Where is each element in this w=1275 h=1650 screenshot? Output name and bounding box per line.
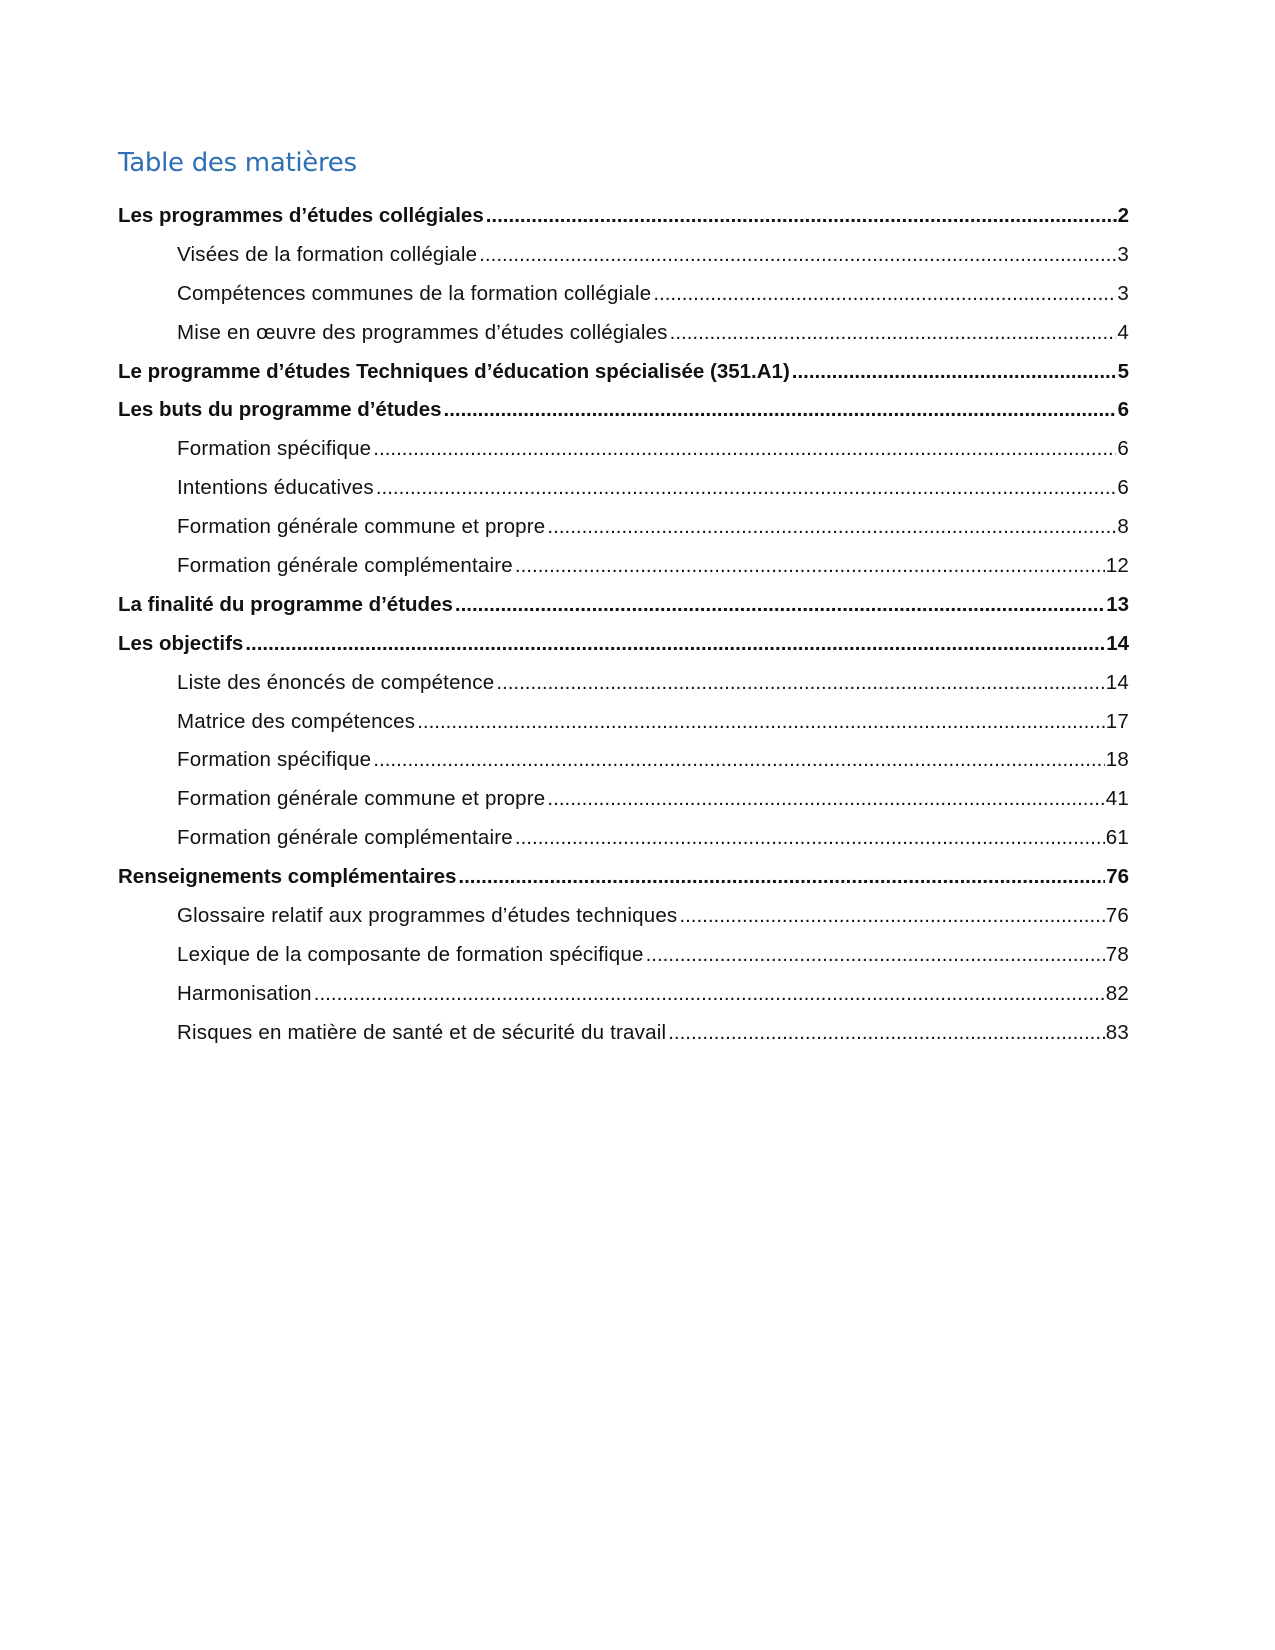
toc-entry-label: Le programme d’études Techniques d’éducation spécialisée (351.A1) <box>118 359 790 383</box>
toc-entry-label: Renseignements complémentaires <box>118 865 457 889</box>
toc-entry-finalite-programme[interactable] <box>118 586 1129 625</box>
toc-entry-objectifs[interactable] <box>118 625 1129 664</box>
toc-entry-label: Les buts du programme d’études <box>118 398 442 422</box>
dot-leader <box>547 780 1104 819</box>
toc-entry-page: 41 <box>1105 787 1129 811</box>
dot-leader <box>444 391 1117 430</box>
toc-entry-harmonisation[interactable] <box>118 975 1129 1014</box>
toc-entry-page: 83 <box>1105 1020 1129 1044</box>
toc-entry-page: 5 <box>1117 359 1129 383</box>
toc-entry-renseignements[interactable] <box>118 858 1129 897</box>
dot-leader <box>515 547 1105 586</box>
toc-entry-mise-en-oeuvre[interactable] <box>118 314 1129 353</box>
toc-entry-label: Formation générale complémentaire <box>177 826 513 850</box>
toc-entry-programme-tes[interactable] <box>118 353 1129 392</box>
toc-entry-page: 12 <box>1105 554 1129 578</box>
toc-entry-page: 82 <box>1105 981 1129 1005</box>
dot-leader <box>373 430 1116 469</box>
toc-entry-page: 18 <box>1105 748 1129 772</box>
toc-entry-page: 6 <box>1117 476 1129 500</box>
toc-entry-label: Visées de la formation collégiale <box>177 242 478 266</box>
toc-entry-matrice-competences[interactable] <box>118 703 1129 742</box>
toc-entry-label: Les programmes d’études collégiales <box>118 204 484 227</box>
dot-leader <box>547 508 1116 547</box>
toc-entry-page: 6 <box>1117 398 1129 422</box>
toc-entry-formation-generale-commune-objectifs[interactable] <box>118 780 1129 819</box>
toc-entry-page: 78 <box>1105 942 1129 966</box>
dot-leader <box>373 741 1105 780</box>
toc-entry-label: La finalité du programme d’études <box>118 592 453 616</box>
toc-entry-label: Intentions éducatives <box>177 476 374 500</box>
toc-entry-page: 3 <box>1117 281 1129 305</box>
toc-entry-page: 8 <box>1117 515 1129 539</box>
toc-entry-page: 14 <box>1106 631 1129 655</box>
dot-leader <box>458 858 1105 897</box>
dot-leader <box>479 236 1116 275</box>
toc-entry-label: Formation générale commune et propre <box>177 515 546 539</box>
dot-leader <box>245 625 1105 664</box>
dot-leader <box>668 1014 1105 1053</box>
toc-entry-competences-communes[interactable] <box>118 275 1129 314</box>
toc-entry-label: Formation générale complémentaire <box>177 554 513 578</box>
toc-entry-formation-generale-complementaire-objectifs[interactable] <box>118 819 1129 858</box>
toc-entry-formation-specifique[interactable] <box>118 430 1129 469</box>
toc-entry-label: Liste des énoncés de compétence <box>177 670 495 694</box>
toc-entry-page: 13 <box>1106 592 1129 616</box>
dot-leader <box>792 353 1117 392</box>
toc-entry-page: 14 <box>1105 670 1129 694</box>
toc-entry-page: 17 <box>1105 709 1129 733</box>
dot-leader <box>679 897 1104 936</box>
dot-leader <box>670 314 1117 353</box>
toc-entry-label: Formation spécifique <box>177 748 372 772</box>
toc-entry-page: 6 <box>1117 437 1129 461</box>
dot-leader <box>515 819 1105 858</box>
toc-entry-formation-generale-complementaire[interactable] <box>118 547 1129 586</box>
toc-entry-label: Lexique de la composante de formation spécifique <box>177 942 644 966</box>
toc-entry-page: 76 <box>1105 904 1129 928</box>
toc-entry-label: Matrice des compétences <box>177 709 416 733</box>
toc-entry-liste-enonces[interactable] <box>118 664 1129 703</box>
toc-entry-glossaire[interactable] <box>118 897 1129 936</box>
dot-leader <box>486 197 1117 236</box>
toc-entry-label: Formation spécifique <box>177 437 372 461</box>
toc-entry-label: Formation générale commune et propre <box>177 787 546 811</box>
toc-entry-formation-generale-commune[interactable] <box>118 508 1129 547</box>
toc-entry-label: Compétences communes de la formation collégiale <box>177 281 652 305</box>
toc-entry-intentions-educatives[interactable] <box>118 469 1129 508</box>
toc-entry-page: 76 <box>1106 865 1129 889</box>
dot-leader <box>314 975 1105 1014</box>
toc-entry-visees-formation[interactable] <box>118 236 1129 275</box>
toc-entry-label: Risques en matière de santé et de sécurité du travail <box>177 1020 667 1044</box>
toc-title: Table des matières <box>118 148 357 178</box>
toc-entry-lexique[interactable] <box>118 936 1129 975</box>
dot-leader <box>417 703 1105 742</box>
toc-entry-label: Glossaire relatif aux programmes d’études techniques <box>177 904 678 928</box>
toc-entry-label: Les objectifs <box>118 631 244 655</box>
dot-leader <box>646 936 1105 975</box>
toc-entry-buts-programme[interactable] <box>118 391 1129 430</box>
toc-entry-page: 2 <box>1117 204 1129 227</box>
dot-leader <box>376 469 1117 508</box>
toc-entry-page: 3 <box>1117 242 1129 266</box>
toc-entry-risques-sst[interactable] <box>118 1014 1129 1053</box>
toc-list <box>118 197 1129 1053</box>
toc-entry-page: 4 <box>1117 320 1129 344</box>
toc-entry-formation-specifique-objectifs[interactable] <box>118 741 1129 780</box>
toc-entry-label: Mise en œuvre des programmes d’études collégiales <box>177 320 668 344</box>
dot-leader <box>496 664 1104 703</box>
dot-leader <box>455 586 1105 625</box>
toc-entry-page: 61 <box>1105 826 1129 850</box>
toc-entry-label: Harmonisation <box>177 981 312 1005</box>
dot-leader <box>653 275 1116 314</box>
toc-entry-programmes-etudes-collegiales[interactable] <box>118 197 1129 236</box>
